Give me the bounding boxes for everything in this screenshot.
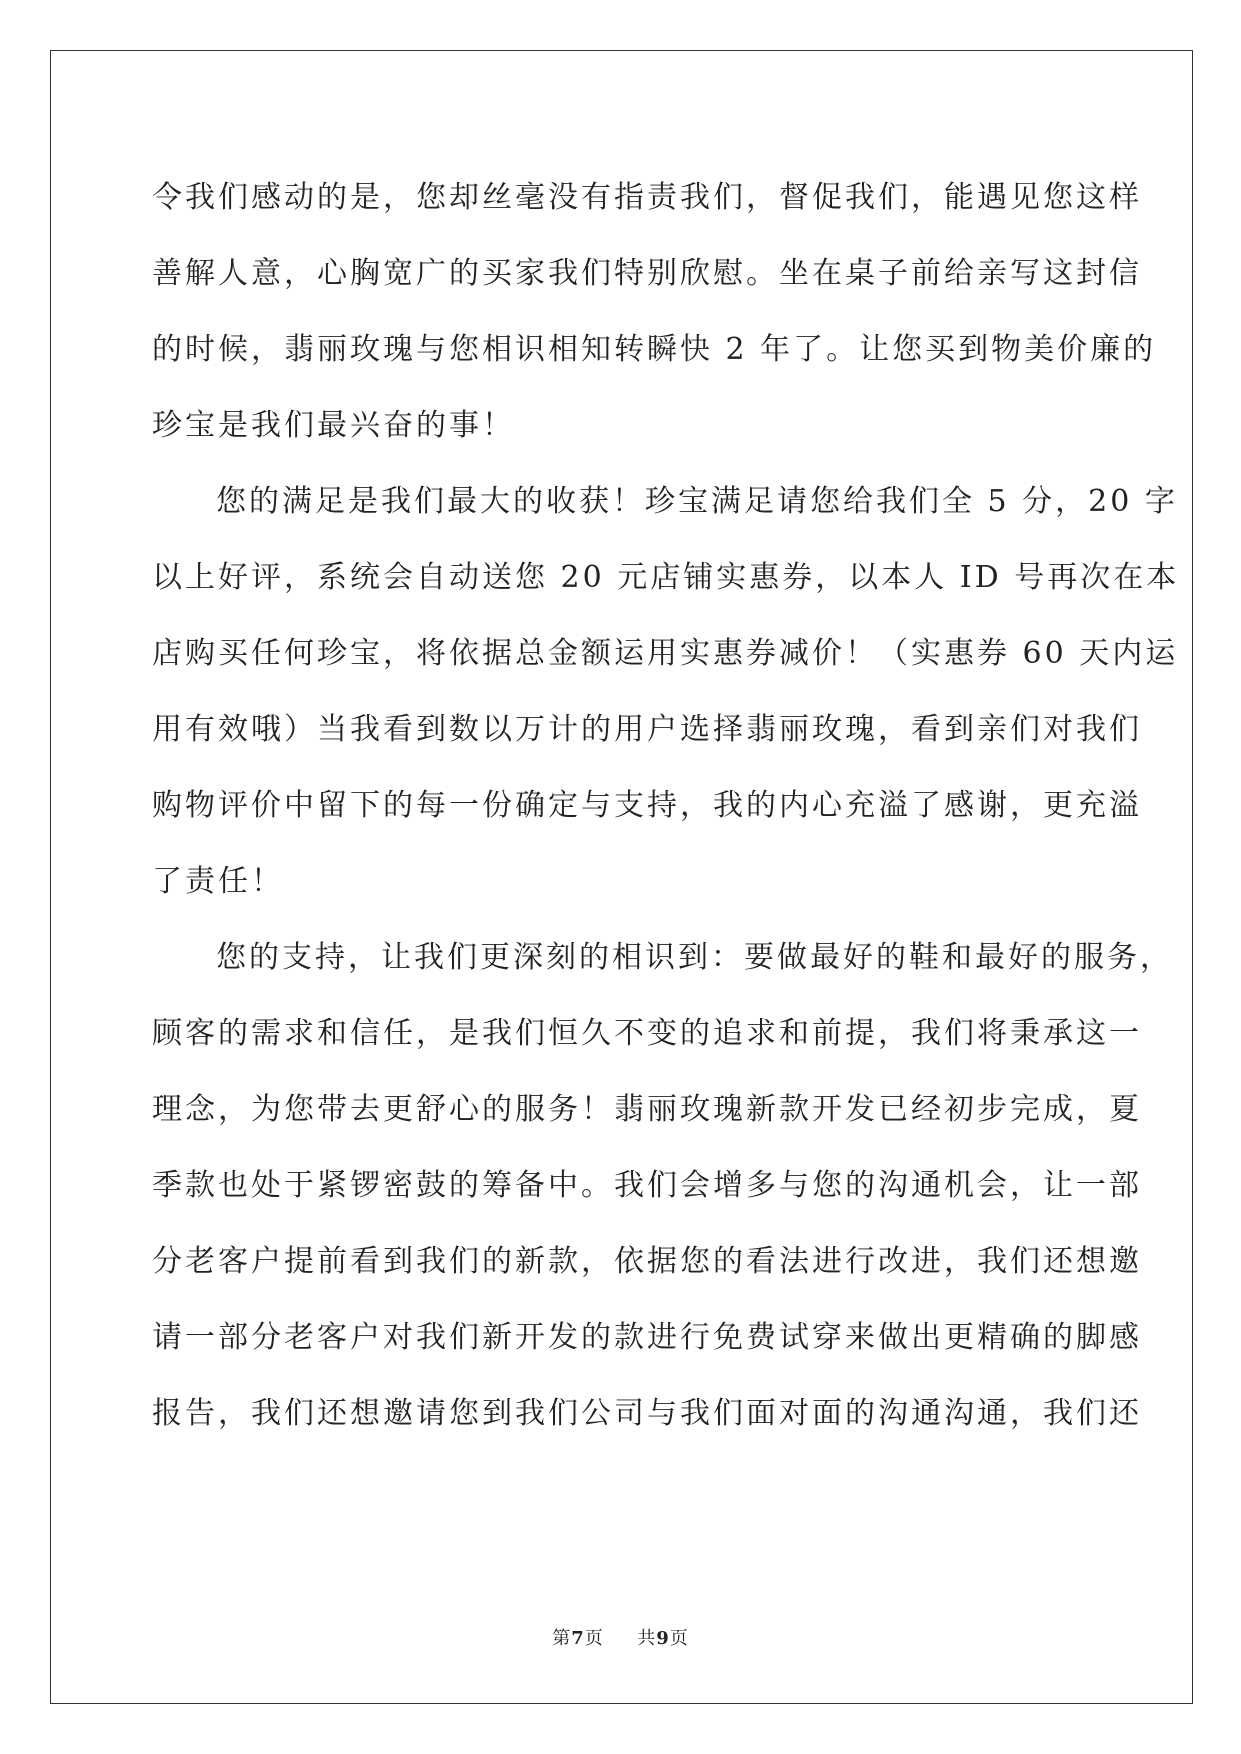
paragraph-1 [152, 160, 1157, 464]
page-footer [0, 1624, 1241, 1650]
text-line: 以上好评，系统会自动送您 20 元店铺实惠券，以本人 ID 号再次在本 [152, 560, 1180, 595]
text-line: 珍宝是我们最兴奋的事！ [152, 408, 515, 443]
text-line: 购物评价中留下的每一份确定与支持，我的内心充溢了感谢，更充溢 [152, 788, 1142, 823]
total-suffix: 页 [669, 1628, 689, 1649]
page-total [637, 1628, 689, 1649]
text-line: 理念，为您带去更舒心的服务！翡丽玫瑰新款开发已经初步完成，夏 [152, 1092, 1142, 1127]
text-line: 您的支持，让我们更深刻的相识到：要做最好的鞋和最好的服务， [216, 940, 1173, 975]
page-current: 7 [571, 1628, 585, 1649]
text-line: 报告，我们还想邀请您到我们公司与我们面对面的沟通沟通，我们还 [152, 1396, 1142, 1431]
text-line: 季款也处于紧锣密鼓的筹备中。我们会增多与您的沟通机会，让一部 [152, 1168, 1142, 1203]
text-line: 善解人意，心胸宽广的买家我们特别欣慰。坐在桌子前给亲写这封信 [152, 256, 1142, 291]
text-line: 顾客的需求和信任，是我们恒久不变的追求和前提，我们将秉承这一 [152, 1016, 1142, 1051]
text-line: 您的满足是我们最大的收获！珍宝满足请您给我们全 5 分，20 字 [216, 484, 1178, 519]
text-line: 店购买任何珍宝，将依据总金额运用实惠券减价！（实惠券 60 天内运 [152, 636, 1179, 671]
paragraph-3 [152, 920, 1173, 1452]
total-prefix: 共 [637, 1628, 657, 1649]
total-count: 9 [656, 1628, 670, 1649]
page-number [552, 1628, 610, 1649]
text-line: 用有效哦）当我看到数以万计的用户选择翡丽玫瑰，看到亲们对我们 [152, 712, 1142, 747]
text-line: 请一部分老客户对我们新开发的款进行免费试穿来做出更精确的脚感 [152, 1320, 1142, 1355]
text-line: 令我们感动的是，您却丝毫没有指责我们，督促我们，能遇见您这样 [152, 180, 1142, 215]
document-body [152, 160, 1180, 1452]
text-line: 分老客户提前看到我们的新款，依据您的看法进行改进，我们还想邀 [152, 1244, 1142, 1279]
text-line: 了责任！ [152, 864, 284, 899]
text-line: 的时候，翡丽玫瑰与您相识相知转瞬快 2 年了。让您买到物美价廉的 [152, 332, 1157, 367]
page-suffix: 页 [584, 1628, 604, 1649]
paragraph-2 [152, 464, 1180, 920]
page-prefix: 第 [552, 1628, 572, 1649]
